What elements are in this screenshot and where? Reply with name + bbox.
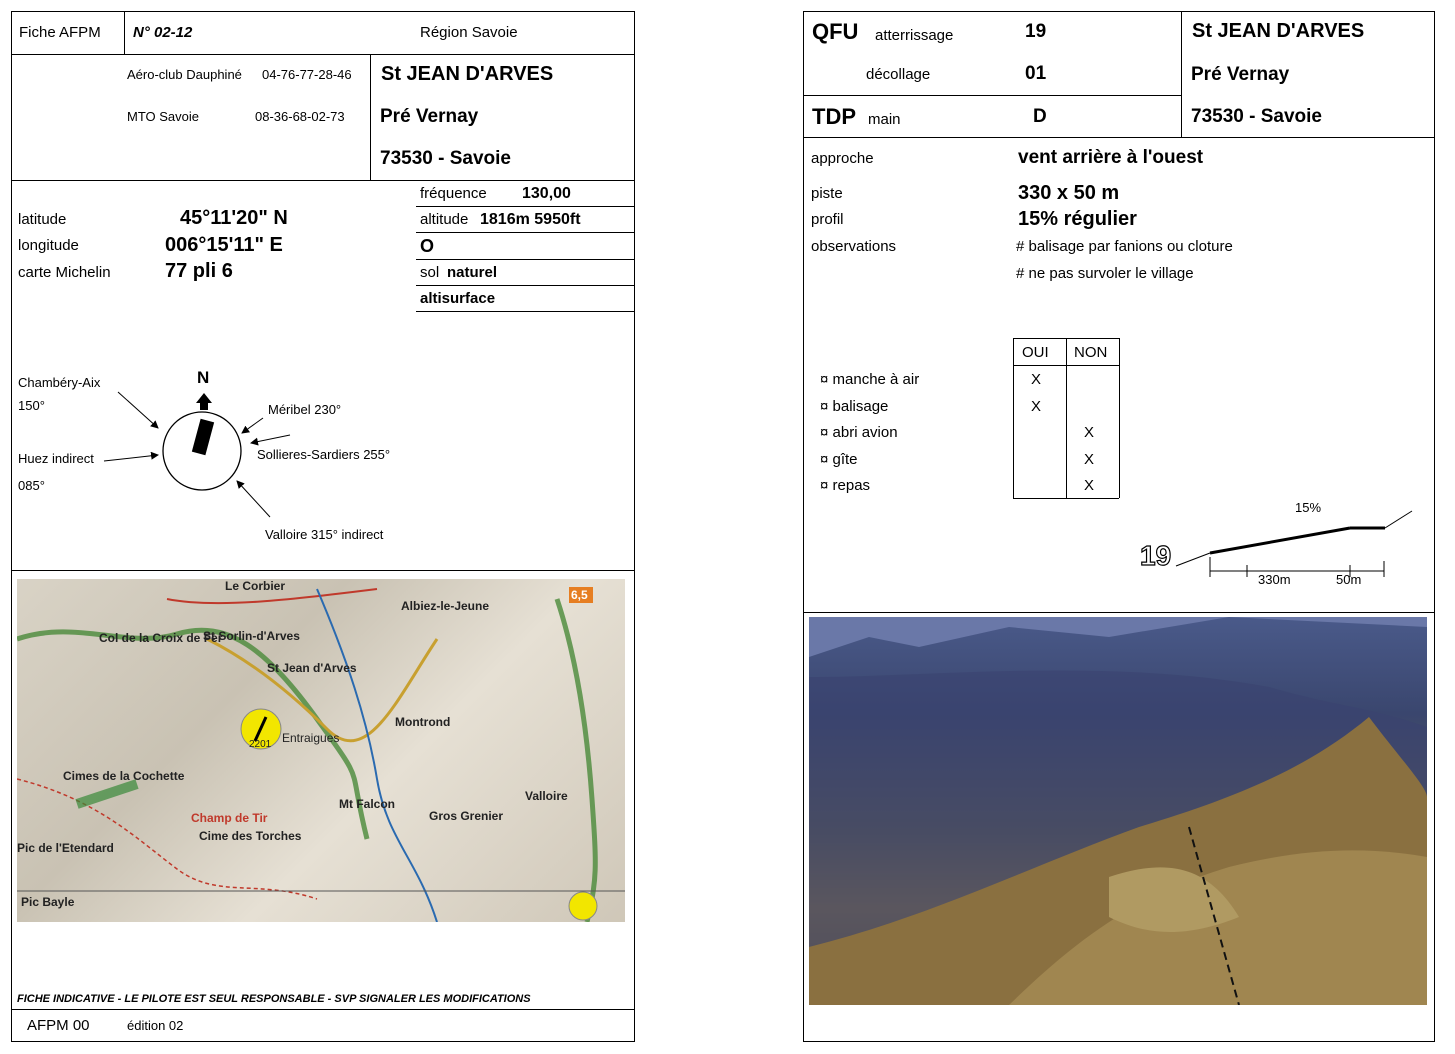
table-line <box>1119 338 1120 498</box>
photo-graphics <box>809 617 1427 1005</box>
aeroclub-label: Aéro-club Dauphiné <box>127 67 242 82</box>
sol-label: sol <box>420 264 440 281</box>
map-label: Montrond <box>395 715 451 729</box>
valloire-label: Valloire 315° indirect <box>265 527 384 542</box>
map-label: St Jean d'Arves <box>267 661 357 675</box>
michelin-map <box>17 579 625 922</box>
mto-phone: 08-36-68-02-73 <box>255 109 345 124</box>
map-label: Le Corbier <box>225 579 286 593</box>
arrow-chambery <box>118 392 158 428</box>
fiche-number: N° 02-12 <box>133 24 193 41</box>
map-label: Valloire <box>525 789 568 803</box>
divider <box>416 232 635 233</box>
latitude-value: 45°11'20" N <box>180 207 288 229</box>
divider <box>803 137 1435 138</box>
longitude-value: 006°15'11" E <box>165 234 283 256</box>
header-non: NON <box>1074 344 1108 361</box>
orientation-code: O <box>420 236 435 256</box>
region: Région Savoie <box>420 24 518 41</box>
fiche-label: Fiche AFPM <box>19 24 101 41</box>
carte-label: carte Michelin <box>18 264 111 281</box>
arrow-meribel <box>242 418 263 433</box>
decollage-label: décollage <box>866 66 931 83</box>
divider <box>416 285 635 286</box>
observation-1: # balisage par fanions ou cloture <box>1016 238 1233 255</box>
map-label: Gros Grenier <box>429 809 504 823</box>
frequence-value: 130,00 <box>522 185 571 202</box>
tdp-label: TDP <box>812 104 856 129</box>
carte-value: 77 pli 6 <box>165 260 233 282</box>
observation-2: # ne pas survoler le village <box>1016 265 1194 282</box>
divider <box>11 54 635 55</box>
border <box>803 11 1435 12</box>
site-place: Pré Vernay <box>1191 64 1290 85</box>
facility-label: ¤ gîte <box>820 451 858 468</box>
frequence-label: fréquence <box>420 185 487 202</box>
facility-non: X <box>1084 424 1095 441</box>
table-line <box>1013 338 1014 498</box>
chambery-label: Chambéry-Aix <box>18 375 101 390</box>
atterrissage-value: 19 <box>1025 21 1047 42</box>
atterrissage-label: atterrissage <box>875 27 954 44</box>
map-label: 2201 <box>249 739 272 750</box>
latitude-label: latitude <box>18 211 67 228</box>
border <box>11 1041 635 1042</box>
type-value: altisurface <box>420 290 496 307</box>
decollage-value: 01 <box>1025 63 1047 84</box>
divider <box>416 311 635 312</box>
border <box>1434 11 1435 1042</box>
border <box>11 11 635 12</box>
arrow-huez <box>104 455 158 461</box>
divider <box>11 570 635 571</box>
piste-label: piste <box>811 185 843 202</box>
site-postal: 73530 - Savoie <box>1191 106 1322 127</box>
altitude-label: altitude <box>420 211 469 228</box>
facility-oui: X <box>1031 398 1042 415</box>
mto-label: MTO Savoie <box>127 109 200 124</box>
altitude-value: 1816m 5950ft <box>480 211 581 228</box>
chambery-deg: 150° <box>18 398 45 413</box>
border <box>803 1041 1435 1042</box>
approche-value: vent arrière à l'ouest <box>1018 147 1204 168</box>
divider <box>11 180 635 181</box>
profil-label: profil <box>811 211 844 228</box>
aerial-photo <box>809 617 1427 1005</box>
border <box>803 11 804 1042</box>
map-label: Entraigues <box>282 731 340 745</box>
profile-slope: 15% <box>1295 500 1322 515</box>
divider <box>370 54 371 180</box>
arrow-valloire <box>237 481 270 517</box>
facility-label: ¤ balisage <box>820 398 889 415</box>
table-line <box>1013 498 1119 499</box>
facility-label: ¤ repas <box>820 477 871 494</box>
map-label: St Sorlin-d'Arves <box>203 629 300 643</box>
runway-profile-diagram <box>1170 505 1420 585</box>
divider <box>803 95 1181 96</box>
divider <box>11 1009 635 1010</box>
footer-edition: édition 02 <box>127 1018 184 1033</box>
map-label: Albiez-le-Jeune <box>401 599 490 613</box>
longitude-label: longitude <box>18 237 79 254</box>
map-label: Col de la Croix de Fer <box>99 631 223 645</box>
map-label: Champ de Tir <box>191 811 268 825</box>
footer-code: AFPM 00 <box>27 1017 90 1034</box>
divider <box>124 11 125 54</box>
header-oui: OUI <box>1022 344 1049 361</box>
facility-oui: X <box>1031 371 1042 388</box>
compass-north-label: N <box>197 368 210 387</box>
profile-length-2: 50m <box>1336 572 1362 587</box>
tdp-main-label: main <box>868 111 901 128</box>
divider <box>416 259 635 260</box>
meribel-label: Méribel 230° <box>268 402 342 417</box>
arrow-sollieres <box>251 435 290 443</box>
map-label: Cimes de la Cochette <box>63 769 185 783</box>
site-name: St JEAN D'ARVES <box>1192 20 1365 42</box>
border <box>634 11 635 1042</box>
north-arrow-icon <box>196 393 212 410</box>
map-label: Pic Bayle <box>21 895 75 909</box>
map-label: Cime des Torches <box>199 829 302 843</box>
profile-runway-number: 19 <box>1140 540 1172 571</box>
divider <box>1181 11 1182 137</box>
map-label: Pic de l'Etendard <box>17 841 114 855</box>
disclaimer: FICHE INDICATIVE - LE PILOTE EST SEUL RESPONSABLE - SVP SIGNALER LES MODIFICATIONS <box>17 993 531 1005</box>
table-line <box>1066 338 1067 498</box>
piste-value: 330 x 50 m <box>1018 182 1120 204</box>
profil-value: 15% régulier <box>1018 208 1137 230</box>
tdp-value: D <box>1033 106 1047 127</box>
huez-deg: 085° <box>18 478 45 493</box>
observations-label: observations <box>811 238 897 255</box>
site-postal: 73530 - Savoie <box>380 148 511 169</box>
approche-label: approche <box>811 150 874 167</box>
site-place: Pré Vernay <box>380 106 479 127</box>
aeroclub-phone: 04-76-77-28-46 <box>262 67 352 82</box>
sol-value: naturel <box>447 264 498 281</box>
facility-label: ¤ abri avion <box>820 424 898 441</box>
map-label: Mt Falcon <box>339 797 395 811</box>
facility-non: X <box>1084 477 1095 494</box>
huez-label: Huez indirect <box>18 451 94 466</box>
facility-label: ¤ manche à air <box>820 371 920 388</box>
profile-length-1: 330m <box>1258 572 1291 587</box>
divider <box>416 206 635 207</box>
qfu-label: QFU <box>812 19 859 44</box>
facility-non: X <box>1084 451 1095 468</box>
sollieres-label: Sollieres-Sardiers 255° <box>257 447 391 462</box>
divider <box>803 612 1435 613</box>
map-label: 6,5 <box>571 588 588 602</box>
site-name: St JEAN D'ARVES <box>381 63 554 85</box>
